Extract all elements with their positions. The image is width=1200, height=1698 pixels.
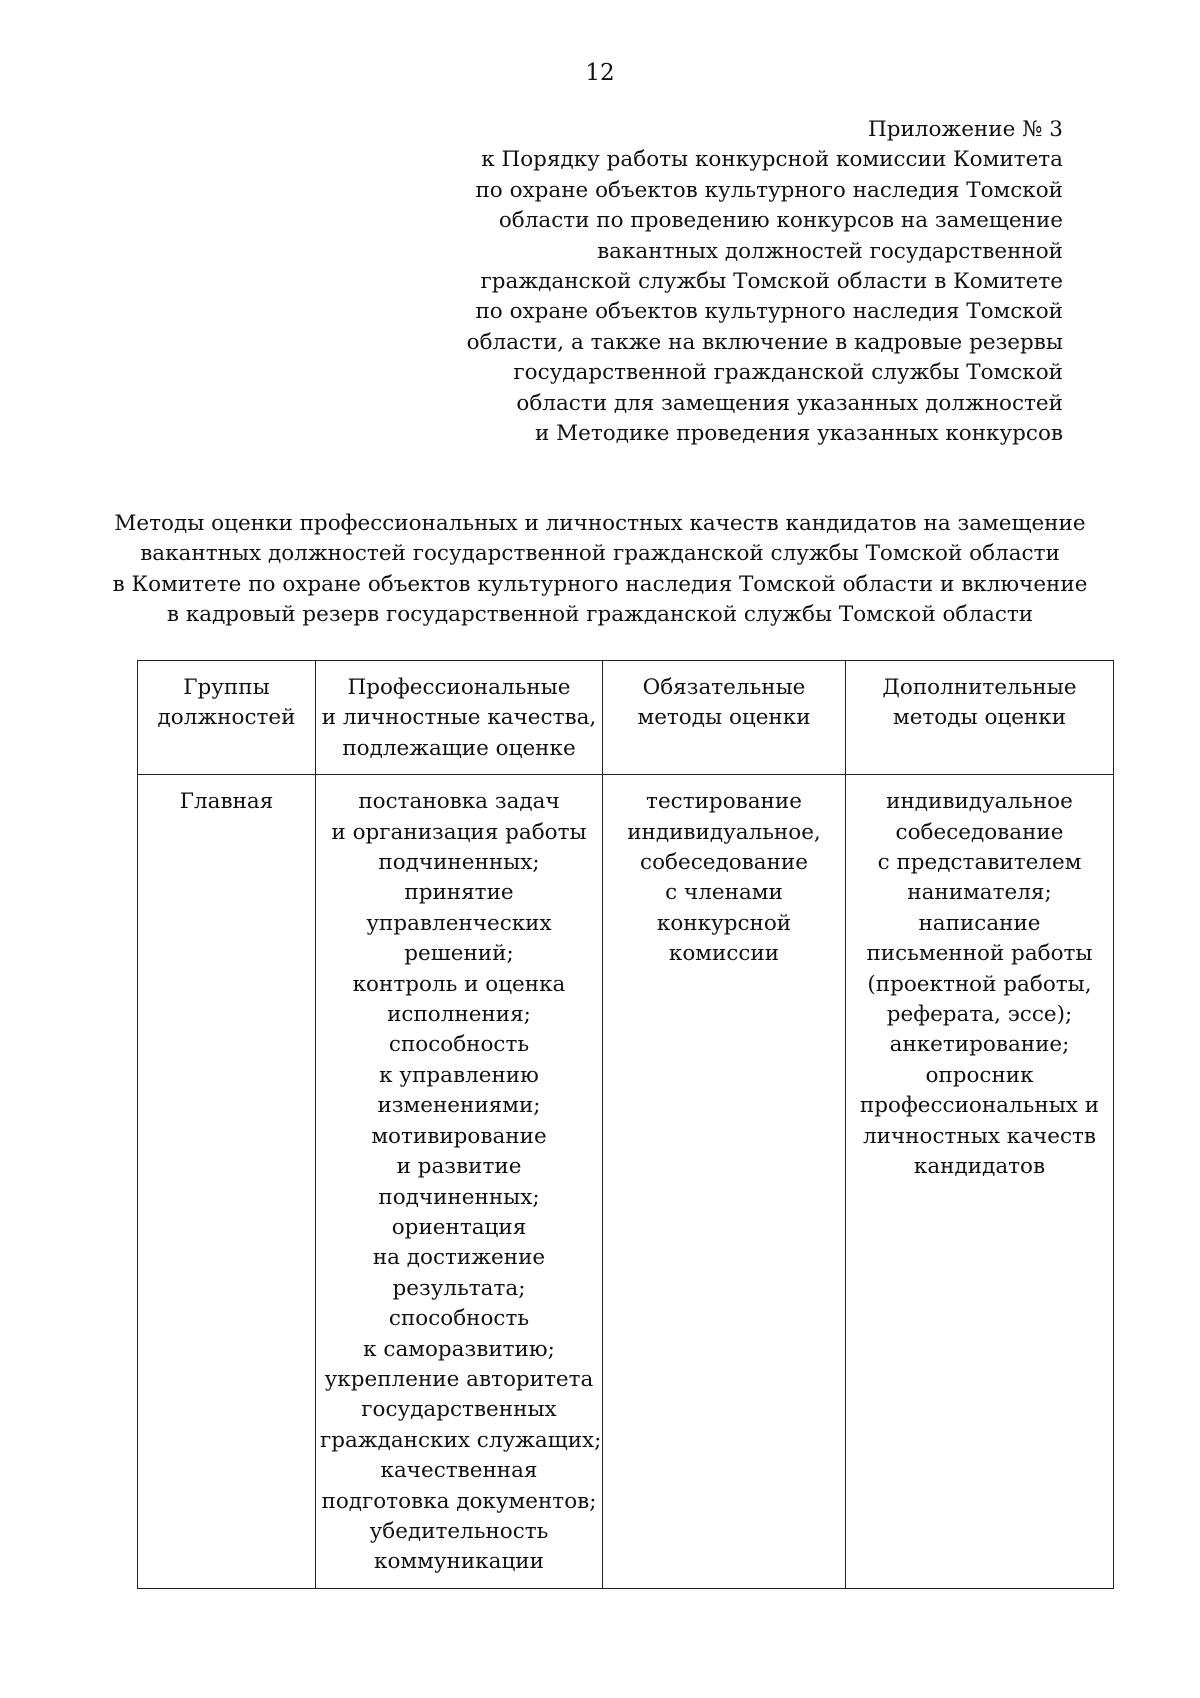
appendix-line: области для замещения указанных должностей [516, 390, 1063, 416]
appendix-line: области, а также на включение в кадровые резервы [466, 329, 1063, 355]
cell-line: укрепление авторитета [324, 1366, 594, 1392]
cell-line: с членами [665, 880, 783, 906]
cell-qualities [316, 775, 603, 1589]
title-line: в кадровый резерв государственной гражданской службы Томской области [166, 602, 1034, 628]
cell-line: коммуникации [374, 1549, 544, 1575]
title-line: в Комитете по охране объектов культурного наследия Томской области и включение [112, 571, 1088, 597]
appendix-line: по охране объектов культурного наследия Томской [475, 299, 1063, 325]
cell-line: реферата, эссе); [886, 1002, 1073, 1028]
cell-line: тестирование [646, 789, 802, 815]
header-position-groups [138, 661, 316, 775]
cell-line: убедительность [369, 1518, 549, 1544]
cell-line: контроль и оценка [352, 971, 566, 997]
cell-line: личностных качеств [862, 1123, 1097, 1149]
appendix-line: к Порядку работы конкурсной комиссии Комитета [481, 147, 1063, 173]
cell-additional [846, 775, 1114, 1589]
cell-line: комиссии [668, 941, 780, 967]
appendix-line: вакантных должностей государственной [597, 238, 1063, 264]
header-additional-methods [846, 661, 1114, 775]
header-mandatory-methods [603, 661, 846, 775]
cell-line: на достижение [372, 1245, 546, 1271]
header-qualities [316, 661, 603, 775]
cell-line: конкурсной [656, 910, 792, 936]
cell-line: к саморазвитию; [363, 1336, 555, 1362]
cell-line: с представителем [877, 850, 1082, 876]
cell-line: анкетирование; [889, 1032, 1070, 1058]
document-title [0, 509, 1200, 631]
title-line: Методы оценки профессиональных и личностных качеств кандидатов на замещение [114, 511, 1086, 536]
header-line: методы оценки [637, 705, 811, 731]
cell-line: кандидатов [913, 1154, 1046, 1180]
header-line: методы оценки [892, 705, 1067, 731]
appendix-line: гражданской службы Томской области в Комитете [480, 269, 1063, 295]
header-line: должностей [157, 705, 296, 731]
cell-line: способность [388, 1032, 530, 1058]
appendix-line: по охране объектов культурного наследия Томской [475, 177, 1063, 203]
cell-line: ориентация [391, 1214, 527, 1240]
assessment-methods-table [137, 660, 1114, 1589]
header-line: Дополнительные [882, 675, 1077, 700]
header-line: Обязательные [642, 675, 806, 700]
cell-line: подчиненных; [378, 850, 540, 876]
cell-line: гражданских служащих; [320, 1427, 602, 1453]
cell-line: к управлению [379, 1062, 539, 1088]
cell-line: собеседование [640, 850, 808, 876]
cell-line: профессиональных и [859, 1093, 1100, 1119]
cell-line: подчиненных; [378, 1184, 540, 1210]
cell-line: государственных [361, 1397, 557, 1423]
cell-line: постановка задач [358, 789, 560, 815]
cell-line: результата; [392, 1275, 526, 1301]
cell-line: написание [918, 910, 1041, 936]
table-row [138, 775, 1114, 1589]
header-line: и личностные качества, [321, 705, 597, 731]
header-line: подлежащие оценке [342, 735, 576, 761]
cell-line: качественная [380, 1458, 538, 1484]
title-line: вакантных должностей государственной гражданской службы Томской области [140, 541, 1060, 567]
cell-line: исполнения; [387, 1002, 531, 1028]
cell-line: индивидуальное [886, 789, 1073, 815]
cell-line: способность [388, 1306, 530, 1332]
cell-line: Главная [179, 789, 274, 815]
cell-line: письменной работы [866, 941, 1093, 967]
header-line: Профессиональные [347, 675, 571, 700]
cell-line: собеседование [895, 819, 1064, 845]
table-header-row [138, 661, 1114, 775]
cell-line: принятие [404, 880, 514, 906]
cell-line: мотивирование [371, 1123, 547, 1149]
cell-group [138, 775, 316, 1589]
cell-line: нанимателя; [907, 880, 1052, 906]
cell-line: подготовка документов; [321, 1488, 597, 1514]
cell-line: решений; [404, 941, 514, 967]
appendix-line: и Методике проведения указанных конкурсов [534, 421, 1063, 447]
cell-line: и организация работы [331, 819, 587, 845]
cell-line: управленческих [366, 910, 552, 936]
page-number: 12 [585, 60, 615, 86]
cell-line: и развитие [396, 1154, 522, 1180]
appendix-line: государственной гражданской службы Томской [513, 360, 1063, 386]
appendix-line: области по проведению конкурсов на замещение [498, 208, 1063, 234]
cell-line: индивидуальное, [627, 819, 821, 845]
header-line: Группы [183, 675, 270, 700]
appendix-line: Приложение № 3 [867, 117, 1063, 142]
cell-line: изменениями; [377, 1093, 541, 1119]
appendix-reference [423, 115, 1063, 449]
cell-line: опросник [925, 1062, 1034, 1088]
cell-line: (проектной работы, [867, 971, 1092, 997]
cell-mandatory [603, 775, 846, 1589]
